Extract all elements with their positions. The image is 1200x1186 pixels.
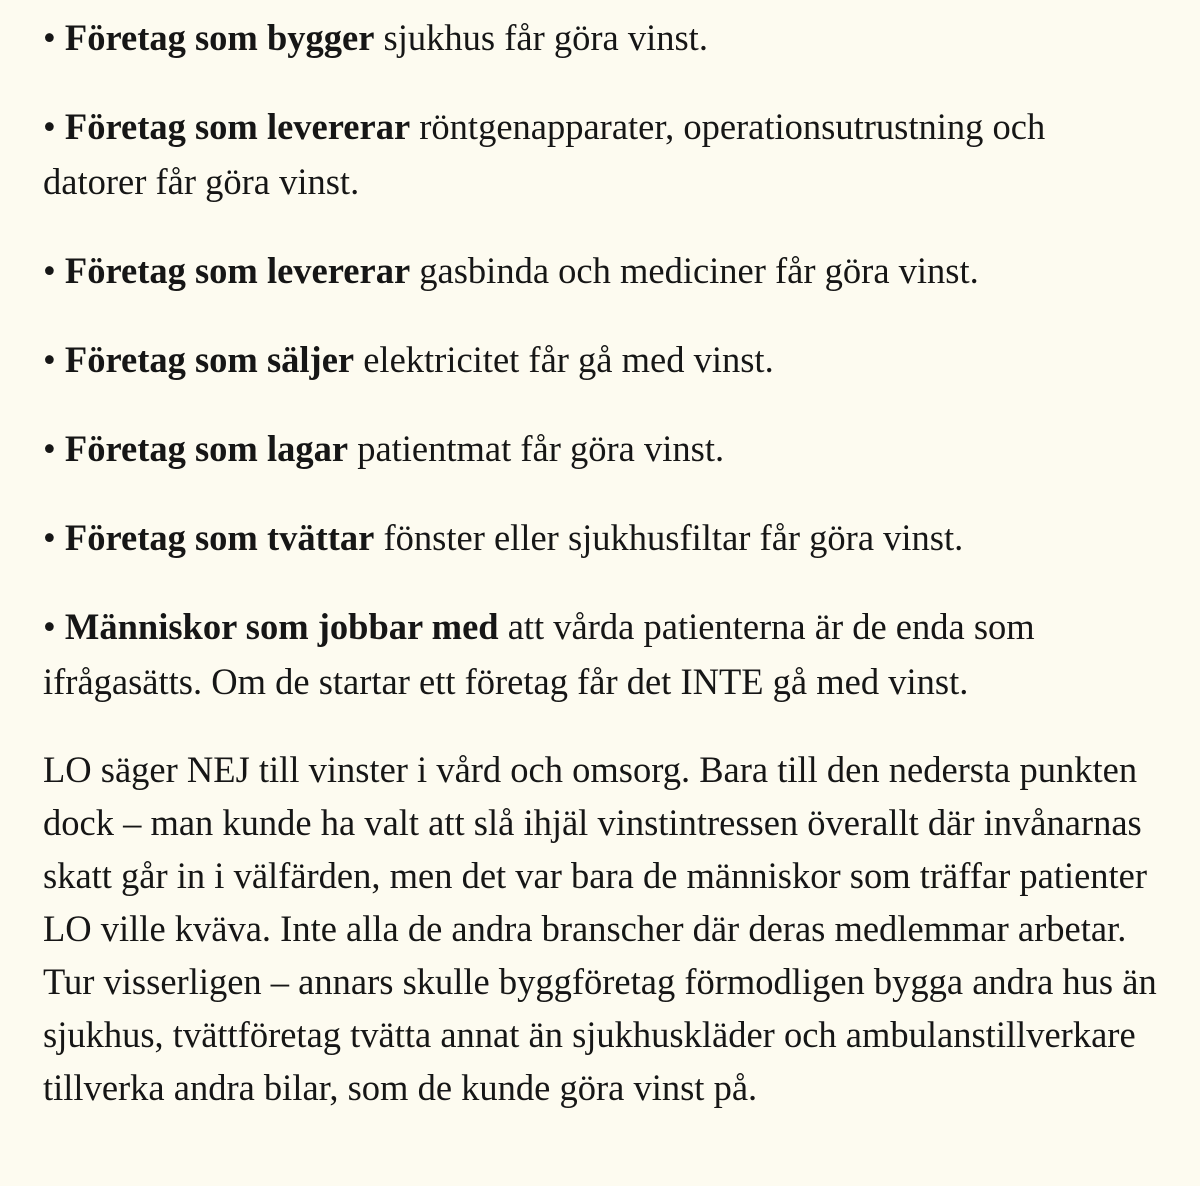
bullet-lead: Företag som tvättar <box>64 517 375 558</box>
bullet-item <box>43 10 1160 65</box>
bullet-marker: • <box>43 250 56 291</box>
bullet-marker: • <box>43 606 56 647</box>
bullet-item <box>43 99 1143 209</box>
bullet-list <box>43 10 1160 709</box>
bullet-marker: • <box>43 517 56 558</box>
bullet-text: sjukhus får göra vinst. <box>383 17 708 58</box>
bullet-item <box>43 421 1160 476</box>
bullet-text: patientmat får göra vinst. <box>357 428 725 469</box>
bullet-lead: Företag som bygger <box>64 17 375 58</box>
bullet-lead: Människor som jobbar med <box>64 606 499 647</box>
bullet-text: fönster eller sjukhusfiltar får göra vinst. <box>383 517 964 558</box>
bullet-lead: Företag som lagar <box>64 428 349 469</box>
bullet-item <box>43 510 1160 565</box>
bullet-lead: Företag som säljer <box>64 339 355 380</box>
bullet-text: röntgenapparater, operationsutrustning och datorer får göra vinst. <box>43 106 1046 202</box>
bullet-text: elektricitet får gå med vinst. <box>363 339 774 380</box>
bullet-marker: • <box>43 339 56 380</box>
bullet-marker: • <box>43 428 56 469</box>
body-paragraph: LO säger NEJ till vinster i vård och omsorg. Bara till den nedersta punkten dock – man kunde ha valt att slå ihjäl vinstintressen överallt där invånarnas skatt går in i välfärden, men det var bara de människor som träffar patienter LO ville kväva. Inte alla de andra branscher där deras medlemmar arbetar. Tur visserligen – annars skulle byggföretag förmodligen bygga andra hus än sjukhus, tvättföretag tvätta annat än sjukhuskläder och ambulanstillverkare tillverka andra bilar, som de kunde göra vinst på. <box>43 749 1157 1108</box>
bullet-marker: • <box>43 106 56 147</box>
bullet-lead: Företag som levererar <box>64 106 411 147</box>
bullet-item <box>43 332 1160 387</box>
bullet-marker: • <box>43 17 56 58</box>
bullet-item <box>43 599 1183 709</box>
bullet-text: att vårda patienterna är de enda som ifrågasätts. Om de startar ett företag får det INTE gå med vinst. <box>43 606 1035 702</box>
bullet-lead: Företag som levererar <box>64 250 411 291</box>
bullet-item <box>43 243 1160 298</box>
bullet-text: gasbinda och mediciner får göra vinst. <box>419 250 979 291</box>
